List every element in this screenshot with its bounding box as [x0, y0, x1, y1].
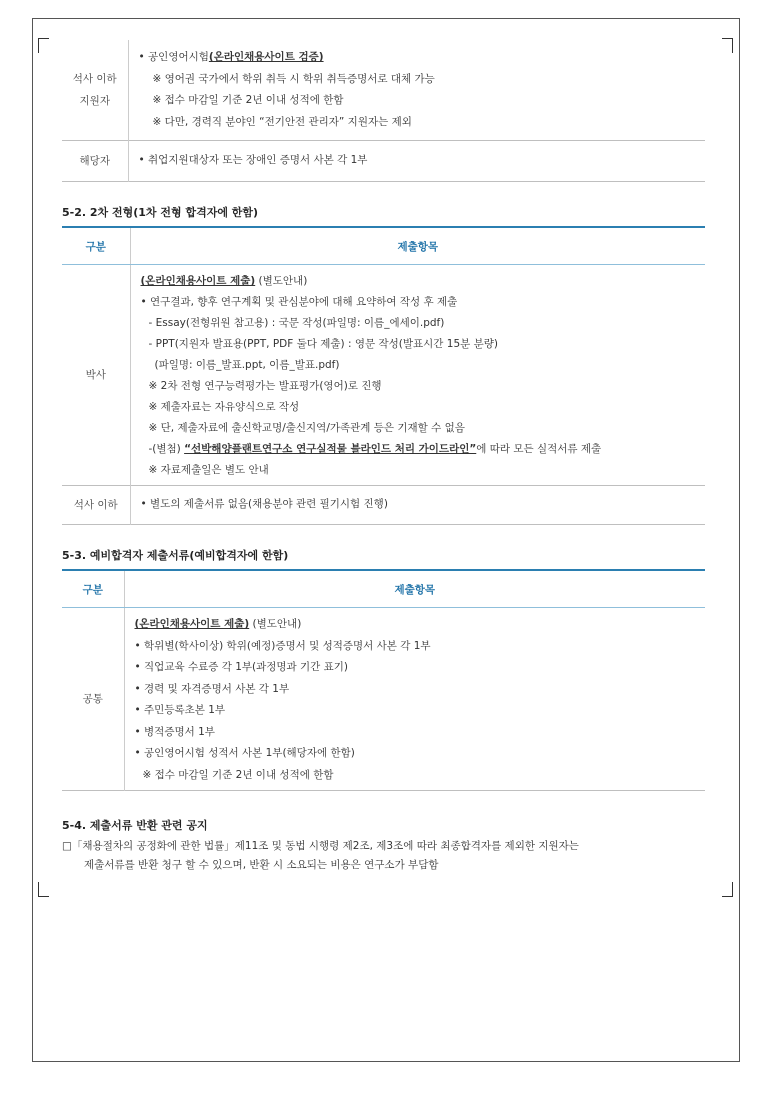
row-label: 석사 이하 — [62, 486, 130, 525]
table-row — [62, 141, 705, 182]
corner-bracket-bottom-right — [722, 882, 733, 897]
row-label: 박사 — [62, 265, 130, 486]
top-requirements-table — [62, 40, 705, 182]
notice-line: 제출서류를 반환 청구 할 수 있으며, 반환 시 소요되는 비용은 연구소가 부담함 — [84, 859, 439, 871]
list-item: ※ 자료제출일은 별도 안내 — [148, 464, 269, 476]
list-item: -(별첨) “선박해양플랜트연구소 연구실적물 블라인드 처리 가이드라인”에 따라 모든 실적서류 제출 — [148, 443, 602, 455]
section-title: 5-3. 예비합격자 제출서류(예비합격자에 한함) — [62, 549, 289, 562]
table-row — [62, 486, 705, 525]
notice-line: □「채용절차의 공정화에 관한 법률」제11조 및 동법 시행령 제2조, 제3조에 따라 최종합격자를 제외한 지원자는 — [62, 840, 579, 852]
list-item: • 직업교육 수료증 각 1부(과정명과 기간 표기) — [134, 661, 349, 673]
list-item: • 경력 및 자격증명서 사본 각 1부 — [134, 682, 290, 695]
table-header — [62, 227, 705, 265]
list-item: • 연구결과, 향후 연구계획 및 관심분야에 대해 요약하여 작성 후 제출 — [140, 296, 458, 308]
list-item: (온라인채용사이트 제출) (별도안내) — [134, 618, 302, 630]
row-label: 석사 이하 지원자 — [62, 40, 128, 141]
list-item: • 공인영어시험 성적서 사본 1부(해당자에 한함) — [134, 747, 355, 759]
list-item: - PPT(지원자 발표용(PPT, PDF 둘다 제출) : 영문 작성(발표시간 15분 분량) — [148, 338, 498, 350]
list-item: (온라인채용사이트 제출) (별도안내) — [140, 275, 308, 287]
row-content: • 별도의 제출서류 없음(채용분야 관련 필기시험 진행) — [140, 498, 388, 511]
section-title: 5-2. 2차 전형(1차 전형 합격자에 한함) — [62, 206, 259, 219]
row-content — [130, 265, 705, 486]
row-content: • 취업지원대상자 또는 장애인 증명서 사본 각 1부 — [138, 154, 368, 167]
second-stage-table — [62, 226, 705, 525]
list-item: ※ 접수 마감일 기준 2년 이내 성적에 한함 — [152, 94, 344, 106]
header-items: 제출항목 — [130, 227, 705, 265]
corner-bracket-top-right — [722, 38, 733, 53]
list-item: • 병적증명서 1부 — [134, 725, 215, 738]
header-category: 구분 — [62, 227, 130, 265]
reserve-candidate-table — [62, 569, 705, 791]
list-item: (파일명: 이름_발표.ppt, 이름_발표.pdf) — [154, 359, 340, 371]
list-item: - Essay(전형위원 참고용) : 국문 작성(파일명: 이름_에세이.pdf) — [148, 317, 445, 329]
list-item: ※ 접수 마감일 기준 2년 이내 성적에 한함 — [142, 768, 334, 781]
list-item: ※ 단, 제출자료에 출신학교명/출신지역/가족관계 등은 기재할 수 없음 — [148, 422, 465, 434]
list-item: • 학위별(학사이상) 학위(예정)증명서 및 성적증명서 사본 각 1부 — [134, 639, 431, 652]
table-row — [62, 40, 705, 141]
list-item: ※ 영어권 국가에서 학위 취득 시 학위 취득증명서로 대체 가능 — [152, 72, 435, 85]
header-category: 구분 — [62, 570, 124, 608]
row-label: 해당자 — [62, 141, 128, 182]
list-item: ※ 다만, 경력직 분야인 “전기안전 관리자” 지원자는 제외 — [152, 115, 412, 128]
list-item: ※ 2차 전형 연구능력평가는 발표평가(영어)로 진행 — [148, 380, 382, 392]
row-label: 공통 — [62, 608, 124, 791]
row-content — [128, 40, 705, 141]
list-item: • 주민등록초본 1부 — [134, 704, 226, 716]
table-header — [62, 570, 705, 608]
return-notice — [62, 837, 705, 875]
document-content — [62, 40, 705, 875]
section-title: 5-4. 제출서류 반환 관련 공지 — [62, 819, 208, 832]
table-row — [62, 608, 705, 791]
list-item: • 공인영어시험(온라인채용사이트 검증) — [138, 51, 324, 63]
row-content — [124, 608, 705, 791]
list-item: ※ 제출자료는 자유양식으로 작성 — [148, 401, 300, 413]
table-row — [62, 265, 705, 486]
corner-bracket-bottom-left — [38, 882, 49, 897]
header-items: 제출항목 — [124, 570, 705, 608]
corner-bracket-top-left — [38, 38, 49, 53]
